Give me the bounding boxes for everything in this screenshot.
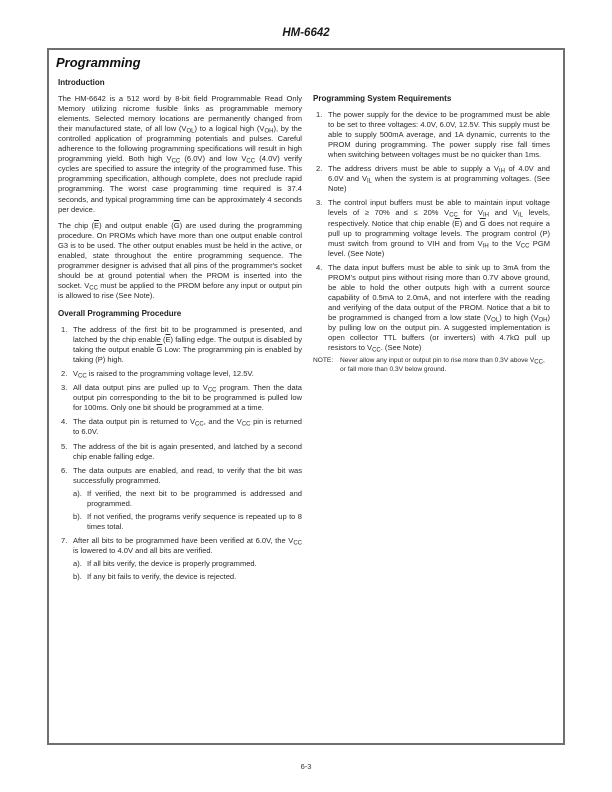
- item-text: All data output pins are pulled up to $V_{CC}$ program. Then the data output pin corresponding to the bit to be programmed is pulled low for 100ms. Only one bit should be programmed at a time.: [73, 383, 302, 413]
- sub-list-item: [73, 512, 302, 532]
- item-text: The address drivers must be able to supply a $V_{IH}$ of 4.0V and 6.0V and $V_{IL}$ when the system is at programming voltages. (See Note): [328, 164, 551, 194]
- sub-list: [73, 559, 302, 582]
- list-item: [58, 383, 302, 413]
- page-number: 6-3: [300, 762, 312, 771]
- list-item: [313, 198, 550, 258]
- sub-item-text: If any bit fails to verify, the device is rejected.: [87, 572, 237, 582]
- overline-signal: $\overline{E}$: [454, 218, 460, 228]
- procedure-heading: Overall Programming Procedure: [58, 308, 182, 318]
- item-number: 3.: [316, 198, 323, 208]
- list-item: [58, 442, 302, 462]
- item-text: The power supply for the device to be programmed must be able to be set to three voltages: 4.0V, 6.0V, 12.5V. This supply must be able to supply 500mA average, and 1A dynamic, currents to the PROM during programming. The power supply rise fall times when switching between voltages must be no quicker than 1ms.: [328, 110, 550, 160]
- item-number: 6.: [61, 465, 68, 475]
- list-item: [58, 417, 302, 437]
- item-number: 4.: [316, 262, 323, 272]
- right-column: [313, 94, 550, 374]
- list-item: [58, 536, 302, 582]
- item-number: 1.: [61, 325, 68, 335]
- sub-list-item: [73, 572, 302, 582]
- list-item: [58, 369, 302, 379]
- item-text: The data output pin is returned to $V_{CC}$, and the $V_{CC}$ pin is returned to 6.0V.: [73, 417, 302, 437]
- sub-list: [73, 489, 302, 532]
- sub-item-text: If verified, the next bit to be programmed is addressed and programmed.: [87, 488, 302, 508]
- overline-signal: $\overline{G}$: [479, 218, 486, 228]
- item-number: 3.: [61, 383, 68, 393]
- list-item: [58, 466, 302, 532]
- introduction-paragraph-1: The HM-6642 is a 512 word by 8-bit field Programmable Read Only Memory utilizing nicrome fusible links as programmable memory elements. Selected memory locations are permanently changed from their manufactured state, of all low $(V_{OL})$ to a logical high $(V_{OH})$, by the controlled application of programming potentials and pulses. Careful adherence to the following programming specifications will result in high programming yield. Both high $V_{CC}$ (6.0V) and low $V_{CC}$ (4.0V) verify cycles are specified to assure the integrity of the programmed fuse. This programming specification, although complete, does not preclude rapid programming. The worst case programming time required is 37.4 seconds, and typical programming time can be approximately 4 seconds per device.: [58, 94, 303, 214]
- item-text: The address of the bit is again presented, and latched by a second chip enable falling edge.: [73, 441, 302, 461]
- item-number: 2.: [61, 369, 68, 379]
- item-text: The data outputs are enabled, and read, to verify that the bit was successfully programmed.: [73, 465, 302, 485]
- item-text: The data input buffers must be able to sink up to 3mA from the PROM's output pins without rising more than 0.7V above ground, be able to hold the other outputs high with a current source capability of 0.5mA to 2.0mA, and not interfere with the reading and verifying of the data output of the PROM. Notice that a bit to be programmed is changed from a low state $(V_{OL})$ to high $(V_{OH})$ by pulling low on the output pin. A suggested implementation is open collector TTL buffers (or inverters) with 4.7kΩ pull up resistors to $V_{CC}$. (See Note): [328, 262, 550, 354]
- procedure-list: [58, 325, 302, 582]
- list-item: [313, 110, 550, 160]
- overline-signal: $\overline{G}$: [173, 220, 180, 230]
- item-text: The address of the first bit to be programmed is presented, and latched by the chip enable $(\overline{E})$ falling edge. The output is disabled by taking the output enable $\overline{G}$ Low: The programming pin is enabled by taking (P) high.: [73, 325, 302, 365]
- item-number: 4.: [61, 417, 68, 427]
- list-item: [58, 325, 302, 365]
- item-number: 5.: [61, 441, 68, 451]
- requirements-list: [313, 110, 550, 353]
- left-column: [58, 78, 302, 586]
- sub-list-item: [73, 559, 302, 569]
- section-title: Programming: [56, 55, 141, 70]
- sub-item-number: a).: [73, 558, 82, 568]
- item-number: 2.: [316, 164, 323, 174]
- sub-item-text: If all bits verify, the device is properly programmed.: [87, 558, 257, 568]
- introduction-heading: Introduction: [58, 78, 105, 87]
- overline-signal: $\overline{E}$: [94, 220, 100, 230]
- requirements-heading: Programming System Requirements: [313, 94, 452, 103]
- item-text: $V_{CC}$ is raised to the programming voltage level, 12.5V.: [73, 369, 254, 380]
- document-header-part-number: HM-6642: [282, 27, 330, 39]
- item-text: After all bits to be programmed have been verified at 6.0V, the $V_{CC}$ is lowered to 4.0V and all bits are verified.: [73, 535, 302, 555]
- item-number: 1.: [316, 110, 323, 120]
- list-item: [313, 164, 550, 194]
- sub-item-number: b).: [73, 511, 82, 521]
- sub-item-number: a).: [73, 488, 82, 498]
- item-number: 7.: [61, 535, 68, 545]
- sub-item-text: If not verified, the programs verify sequence is repeated up to 8 times total.: [87, 511, 302, 531]
- sub-item-number: b).: [73, 572, 82, 582]
- item-text: The control input buffers must be able to maintain input voltage levels of ≥ 70% and ≤ 20% $V_{CC}$ for $V_{IH}$ and $V_{IL}$ levels, respectively. Notice that chip enable $(\overline{E})$ and $\overline{G}$ does not require a pull up to programming voltage levels. The program control (P) must switch from ground to VIH and from $V_{IH}$ to the $V_{CC}$ PGM level. (See Note): [328, 198, 550, 258]
- list-item: [313, 263, 550, 353]
- note-block: [313, 357, 550, 374]
- sub-list-item: [73, 489, 302, 509]
- introduction-paragraph-2: The chip $(\overline{E})$ and output enable $(\overline{G})$ are used during the programming procedure. On PROMs which have more than one output enable control G3 is to be used. The other output enables must be held in the active, or enabled, state throughout the entire programming sequence. The programmer designer is advised that all pins of the programmer's socket should be at ground potential when the PROM is inserted into the socket. $V_{CC}$ must be applied to the PROM before any input or output pin is allowed to rise (See Note).: [58, 220, 303, 300]
- note-text: Never allow any input or output pin to rise more than 0.3V above $V_{CC}$, or fall more than 0.3V below ground.: [340, 357, 545, 373]
- overline-signal: $\overline{G}$: [156, 345, 163, 355]
- note-label: NOTE:: [313, 357, 334, 365]
- overline-signal: $\overline{E}$: [165, 335, 171, 345]
